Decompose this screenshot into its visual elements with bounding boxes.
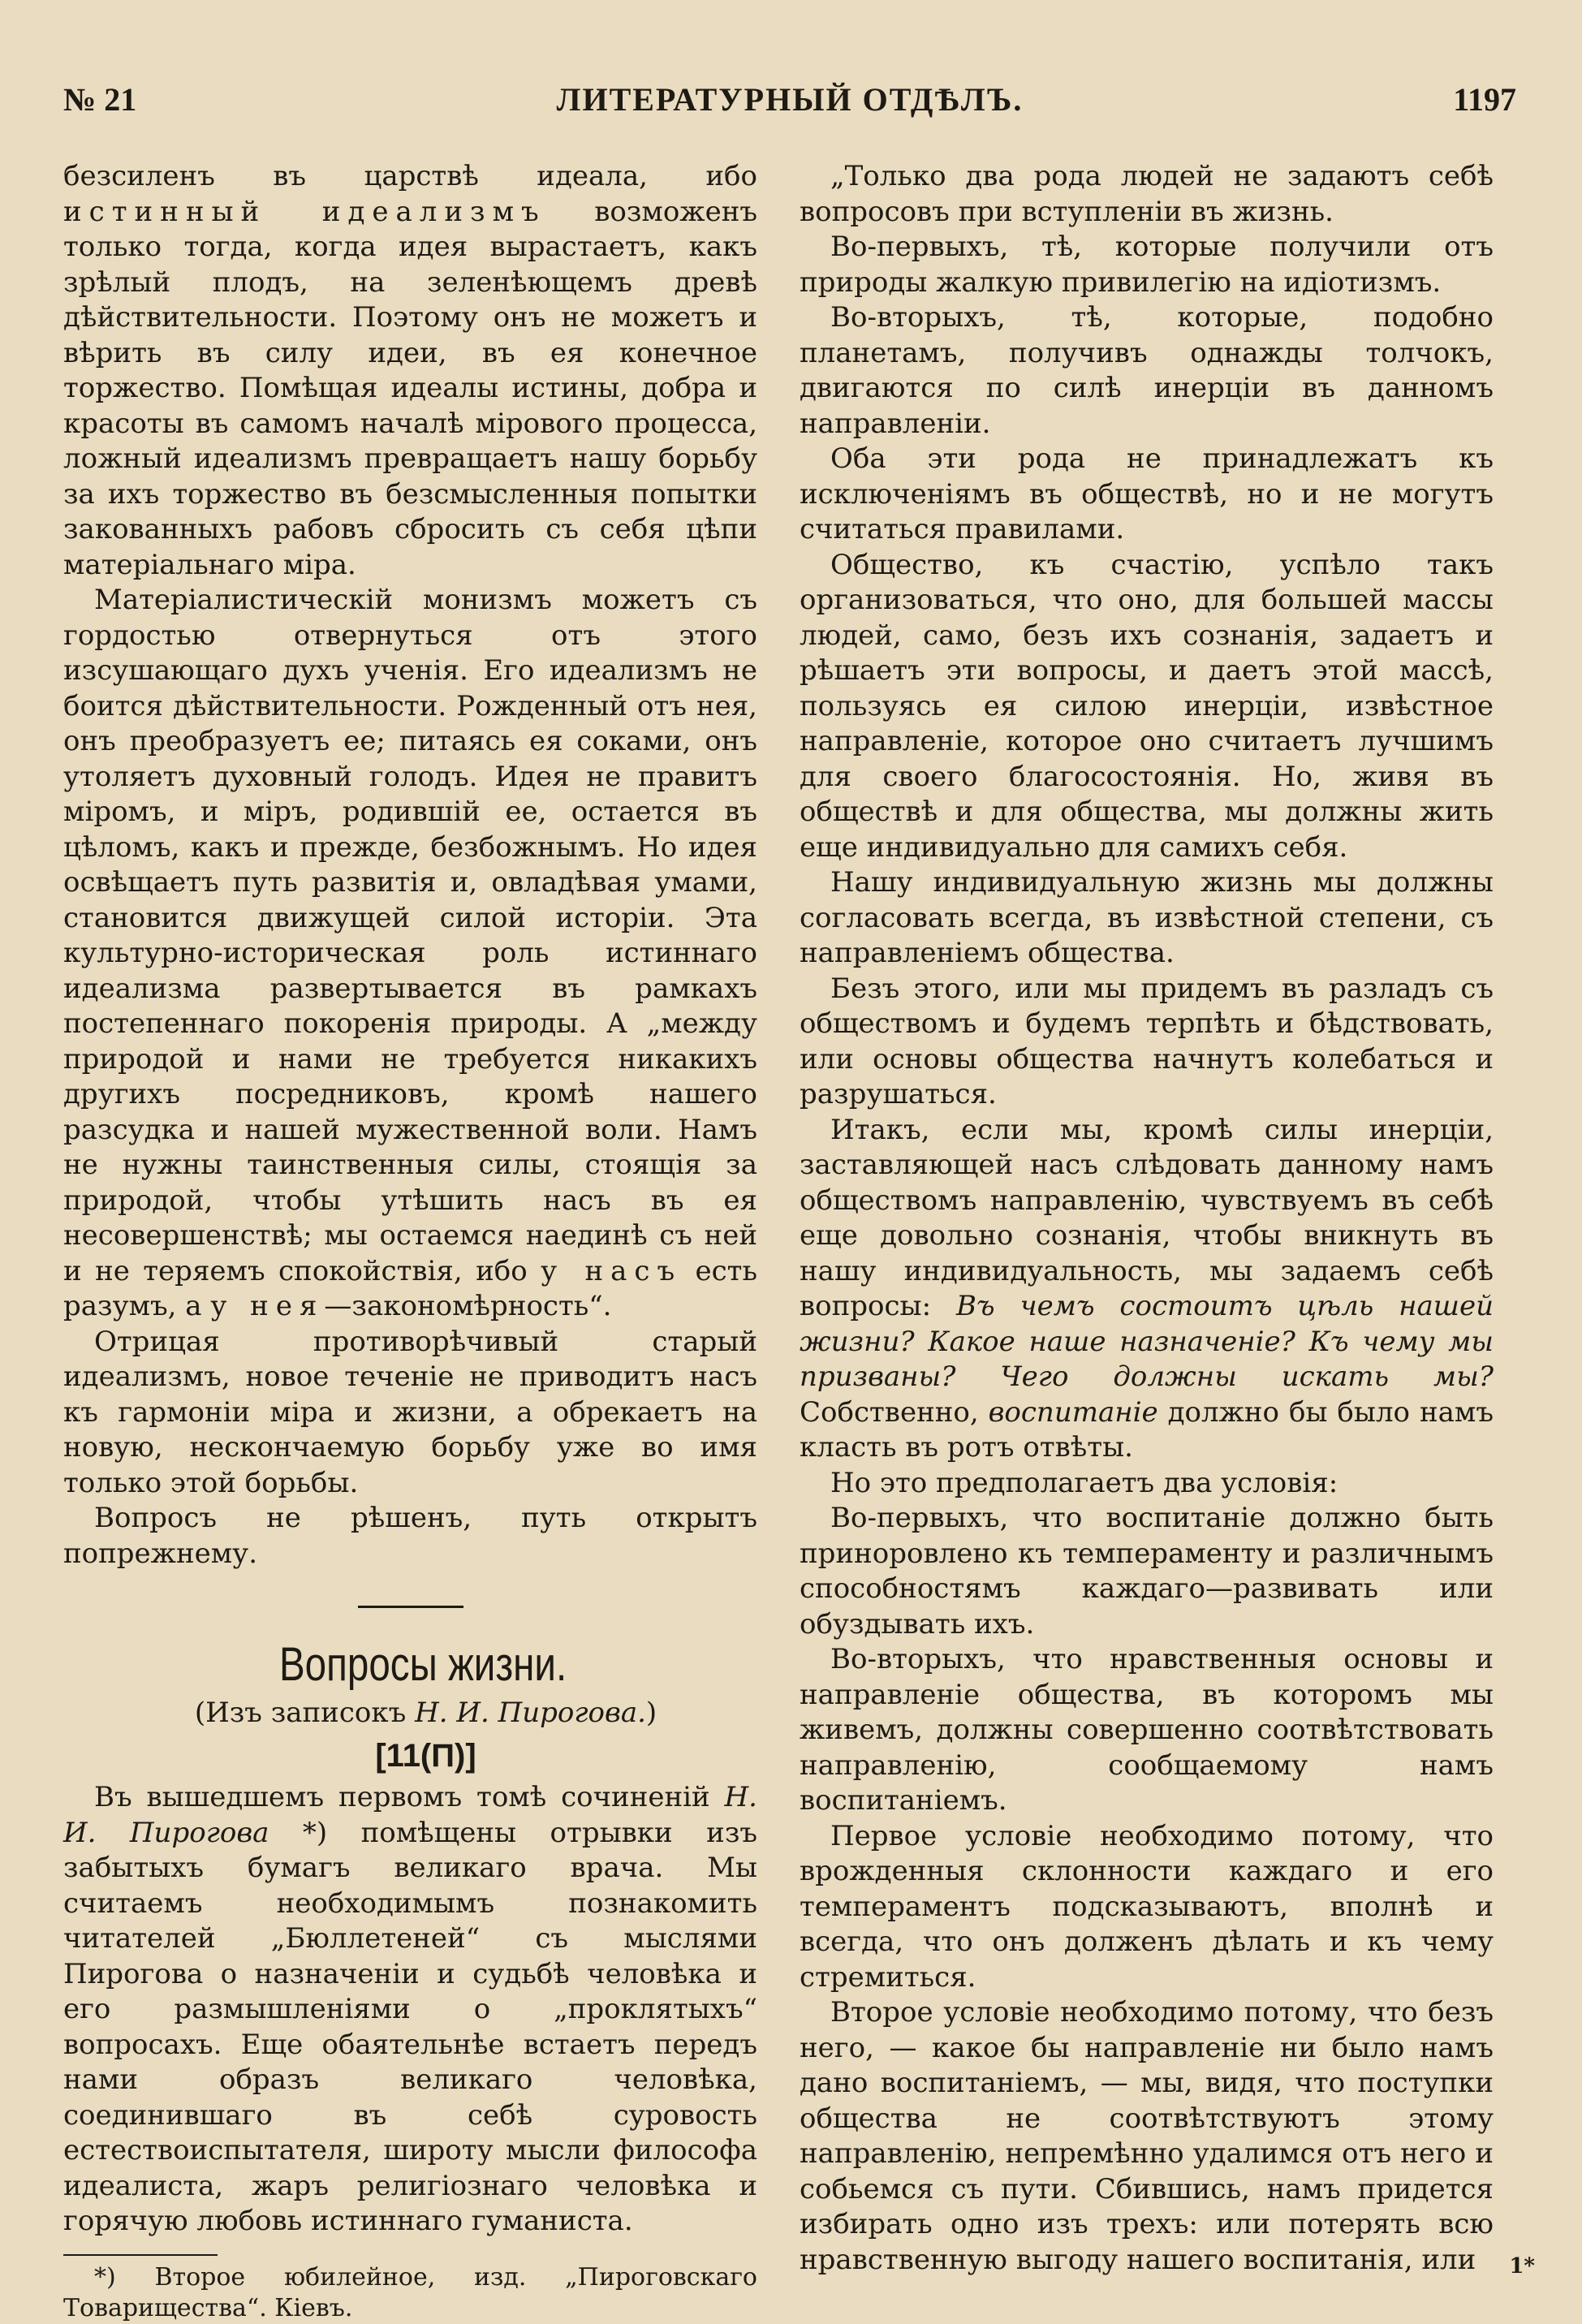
page-number: 1197 xyxy=(1453,81,1516,118)
spaced-emphasis: у нея xyxy=(210,1290,325,1322)
paragraph: Матеріалистическій монизмъ можетъ съ гордостью отвернуться отъ этого изсушающаго духъ ученія. Его идеализмъ не боится дѣйствительности. Рожденный отъ нея, онъ преобразуетъ ее; питаясь ея соками, онъ утоляетъ духовный голодъ. Идея не правитъ міромъ, и міръ, родившій ее, остается въ цѣломъ, какъ и прежде, безбожнымъ. Но идея освѣщаетъ путь развитія и, овладѣвая умами, становится движущей силой исторіи. Эта культурно-историческая роль истиннаго идеализма развертывается въ рамкахъ постепеннаго покоренія природы. А „между природой и нами не требуется никакихъ другихъ посредниковъ, кромѣ нашего разсудка и нашей мужественной воли. Намъ не нужны таинственныя силы, стоящія за природой, чтобы утѣшить насъ въ ея несовершенствѣ; мы остаемся наединѣ съ ней и не теряемъ спокойствія, ибо у насъ есть разумъ, а у нея—закономѣрность“. xyxy=(63,584,757,1322)
paragraph: Во-первыхъ, тѣ, которые получили отъ природы жалкую привилегію на идіотизмъ. xyxy=(800,231,1494,299)
paragraph: Общество, къ счастію, успѣло такъ организоваться, что оно, для большей массы людей, само, безъ ихъ сознанія, задаетъ и рѣшаетъ эти вопросы, и даетъ этой массѣ, пользуясь ея силою инерціи, извѣстное направленіе, которое оно считаетъ лучшимъ для своего благосостоянія. Но, живя въ обществѣ и для общества, мы должны жить еще индивидуально для самихъ себя. xyxy=(800,548,1494,864)
signature-mark: 1* xyxy=(1509,2254,1535,2279)
italic-questions: Въ чемъ состоитъ цѣль нашей жизни? Какое наше назначеніе? Къ чему мы призваны? Чего должны искать мы? xyxy=(800,1290,1494,1393)
paragraph: Во-вторыхъ, тѣ, которые, подобно планетамъ, получивъ однажды толчокъ, двигаются по силѣ инерціи въ данномъ направленіи. xyxy=(800,301,1494,440)
paragraph: Но это предполагаетъ два условія: xyxy=(830,1466,1338,1499)
author-name: Н. И. Пирогова. xyxy=(415,1697,646,1729)
article-number: [11(П)] xyxy=(375,1738,476,1774)
paragraph: Отрицая противорѣчивый старый идеализмъ, новое теченіе не приводитъ насъ къ гармоніи міра и жизни, а обрекаетъ на новую, нескончаемую борьбу уже во имя только этой борьбы. xyxy=(63,1325,757,1499)
spaced-emphasis: истинный идеализмъ xyxy=(63,195,546,228)
paragraph: Въ вышедшемъ первомъ томѣ сочиненій Н. И. Пирогова *) помѣщены отрывки изъ забытыхъ бумагъ великаго врача. Мы считаемъ необходимымъ познакомить читателей „Бюллетеней“ съ мыслями Пирогова о назначеніи и судьбѣ человѣка и его размышленіями о „проклятыхъ“ вопросахъ. Еще обаятельнѣе встаетъ передъ нами образъ великаго человѣка, соединившаго въ себѣ суровость естествоиспытателя, широту мысли философа идеалиста, жаръ религіознаго человѣка и горячую любовь истиннаго гуманиста. xyxy=(63,1781,757,2237)
paragraph: Итакъ, если мы, кромѣ силы инерціи, заставляющей насъ слѣдовать данному намъ обществомъ направленію, чувствуемъ въ себѣ еще довольно сознанія, чтобы вникнуть въ нашу индивидуальность, мы задаемъ себѣ вопросы: Въ чемъ состоитъ цѣль нашей жизни? Какое наше назначеніе? Къ чему мы призваны? Чего должны искать мы? Собственно, воспитаніе должно бы было намъ класть въ ротъ отвѣты. xyxy=(800,1113,1494,1464)
article-subtitle: (Изъ записокъ Н. И. Пирогова.) xyxy=(194,1697,657,1729)
page-header xyxy=(63,78,1516,122)
paragraph: „Только два рода людей не задаютъ себѣ вопросовъ при вступленіи въ жизнь. xyxy=(800,160,1494,228)
author-name: Н. И. Пирогова xyxy=(63,1781,757,1849)
paragraph: Второе условіе необходимо потому, что безъ него, — какое бы направленіе ни было намъ дано воспитаніемъ, — мы, видя, что поступки общества не соотвѣтствуютъ этому направленію, непремѣнно удалимся отъ него и собьемся съ пути. Сбившись, намъ придется избирать одно изъ трехъ: или потерять всю нравственную выгоду нашего воспитанія, или xyxy=(800,1996,1494,2276)
paragraph: безсиленъ въ царствѣ идеала, ибо истинный идеализмъ возможенъ только тогда, когда идея вырастаетъ, какъ зрѣлый плодъ, на зеленѣющемъ древѣ дѣйствительности. Поэтому онъ не можетъ и вѣрить въ силу идеи, въ ея конечное торжество. Помѣщая идеалы истины, добра и красоты въ самомъ началѣ мірового процесса, ложный идеализмъ превращаетъ нашу борьбу за ихъ торжество въ безсмысленныя попытки закованныхъ рабовъ сбросить съ себя цѣпи матеріальнаго міра. xyxy=(63,160,757,581)
paragraph: Первое условіе необходимо потому, что врожденныя склонности каждаго и его темпераментъ подсказываютъ, вполнѣ и всегда, что онъ долженъ дѣлать и къ чему стремиться. xyxy=(800,1819,1494,1994)
italic-word: воспитаніе xyxy=(988,1395,1158,1429)
paragraph: Вопросъ не рѣшенъ, путь открытъ попрежнему. xyxy=(63,1502,757,1570)
paragraph: Нашу индивидуальную жизнь мы должны согласовать всегда, въ извѣстной степени, съ направленіемъ общества. xyxy=(800,866,1494,969)
left-column xyxy=(63,159,757,2322)
issue-number: № 21 xyxy=(63,81,137,118)
section-divider xyxy=(358,1606,463,1608)
paragraph: Безъ этого, или мы придемъ въ разладъ съ обществомъ и будемъ терпѣть и бѣдствовать, или основы общества начнутъ колебаться и разрушаться. xyxy=(800,972,1494,1110)
article-title: Вопросы жизни. xyxy=(278,1638,567,1691)
right-column xyxy=(800,159,1494,2278)
footnote-rule xyxy=(63,2254,218,2256)
paragraph: Оба эти рода не принадлежатъ къ исключеніямъ въ обществѣ, но и не могутъ считаться правилами. xyxy=(800,442,1494,545)
section-title: ЛИТЕРАТУРНЫЙ ОТДѢЛЪ. xyxy=(556,81,1024,118)
footnote: *) Второе юбилейное, изд. „Пироговскаго Товарищества“. Кіевъ. xyxy=(63,2262,757,2322)
paragraph: Во-вторыхъ, что нравственныя основы и направленіе общества, въ которомъ мы живемъ, должны совершенно соотвѣтствовать направленію, сообщаемому намъ воспитаніемъ. xyxy=(800,1643,1494,1817)
paragraph: Во-первыхъ, что воспитаніе должно быть приноровлено къ темпераменту и различнымъ способностямъ каждаго—развивать или обуздывать ихъ. xyxy=(800,1502,1494,1641)
spaced-emphasis: у насъ xyxy=(541,1254,683,1287)
